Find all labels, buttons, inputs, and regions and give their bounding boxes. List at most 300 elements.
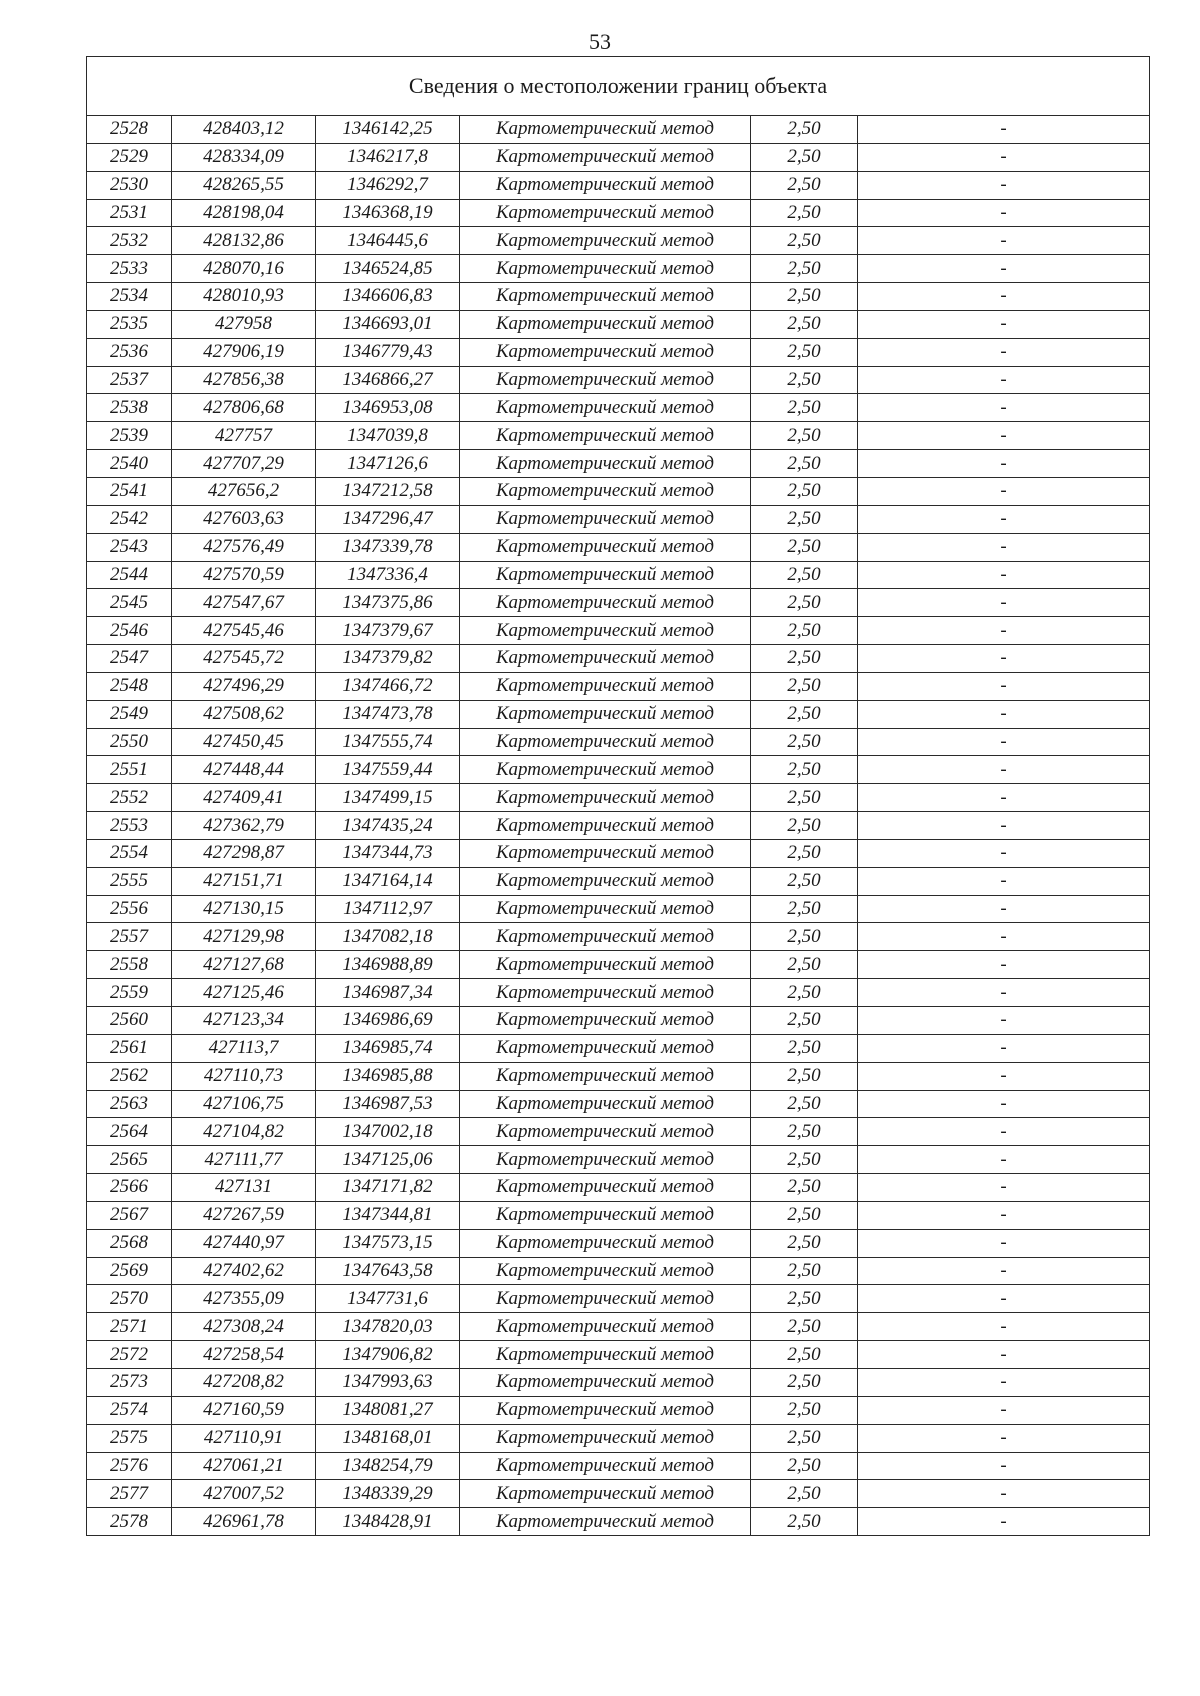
point-number-cell: 2536 (87, 338, 172, 366)
accuracy-cell: 2,50 (751, 1508, 858, 1536)
description-cell: - (858, 116, 1150, 144)
point-number-cell: 2556 (87, 895, 172, 923)
description-cell: - (858, 505, 1150, 533)
point-number-cell: 2544 (87, 561, 172, 589)
table-title: Сведения о местоположении границ объекта (87, 57, 1150, 116)
page-number: 53 (589, 29, 611, 54)
point-number-cell: 2557 (87, 923, 172, 951)
table-row (87, 1229, 1150, 1257)
y-coordinate-cell: 1347344,73 (316, 839, 460, 867)
y-coordinate-cell: 1346693,01 (316, 310, 460, 338)
point-number-cell: 2529 (87, 143, 172, 171)
method-cell: Картометрический метод (460, 505, 751, 533)
method-cell: Картометрический метод (460, 645, 751, 673)
x-coordinate-cell: 428132,86 (172, 227, 316, 255)
accuracy-cell: 2,50 (751, 477, 858, 505)
description-cell: - (858, 1118, 1150, 1146)
method-cell: Картометрический метод (460, 1118, 751, 1146)
point-number-cell: 2533 (87, 255, 172, 283)
x-coordinate-cell: 427110,73 (172, 1062, 316, 1090)
accuracy-cell: 2,50 (751, 1396, 858, 1424)
point-number-cell: 2558 (87, 951, 172, 979)
point-number-cell: 2534 (87, 283, 172, 311)
method-cell: Картометрический метод (460, 1452, 751, 1480)
table-row (87, 394, 1150, 422)
table-row (87, 1174, 1150, 1202)
method-cell: Картометрический метод (460, 1313, 751, 1341)
description-cell: - (858, 533, 1150, 561)
table-row (87, 505, 1150, 533)
accuracy-cell: 2,50 (751, 394, 858, 422)
description-cell: - (858, 645, 1150, 673)
x-coordinate-cell: 427298,87 (172, 839, 316, 867)
description-cell: - (858, 923, 1150, 951)
y-coordinate-cell: 1346779,43 (316, 338, 460, 366)
x-coordinate-cell: 427707,29 (172, 450, 316, 478)
description-cell: - (858, 1201, 1150, 1229)
method-cell: Картометрический метод (460, 143, 751, 171)
method-cell: Картометрический метод (460, 756, 751, 784)
method-cell: Картометрический метод (460, 366, 751, 394)
table-row (87, 1480, 1150, 1508)
x-coordinate-cell: 427440,97 (172, 1229, 316, 1257)
point-number-cell: 2542 (87, 505, 172, 533)
method-cell: Картометрический метод (460, 561, 751, 589)
x-coordinate-cell: 427061,21 (172, 1452, 316, 1480)
method-cell: Картометрический метод (460, 589, 751, 617)
x-coordinate-cell: 427129,98 (172, 923, 316, 951)
y-coordinate-cell: 1346217,8 (316, 143, 460, 171)
y-coordinate-cell: 1346524,85 (316, 255, 460, 283)
method-cell: Картометрический метод (460, 255, 751, 283)
description-cell: - (858, 1007, 1150, 1035)
x-coordinate-cell: 427450,45 (172, 728, 316, 756)
accuracy-cell: 2,50 (751, 1201, 858, 1229)
table-row (87, 756, 1150, 784)
x-coordinate-cell: 427106,75 (172, 1090, 316, 1118)
table-row (87, 728, 1150, 756)
table-row (87, 1368, 1150, 1396)
description-cell: - (858, 1452, 1150, 1480)
table-row (87, 895, 1150, 923)
description-cell: - (858, 812, 1150, 840)
accuracy-cell: 2,50 (751, 1313, 858, 1341)
table-row (87, 561, 1150, 589)
y-coordinate-cell: 1346866,27 (316, 366, 460, 394)
x-coordinate-cell: 428198,04 (172, 199, 316, 227)
point-number-cell: 2545 (87, 589, 172, 617)
description-cell: - (858, 199, 1150, 227)
y-coordinate-cell: 1347499,15 (316, 784, 460, 812)
method-cell: Картометрический метод (460, 338, 751, 366)
x-coordinate-cell: 427496,29 (172, 672, 316, 700)
accuracy-cell: 2,50 (751, 839, 858, 867)
method-cell: Картометрический метод (460, 283, 751, 311)
x-coordinate-cell: 427127,68 (172, 951, 316, 979)
description-cell: - (858, 756, 1150, 784)
x-coordinate-cell: 427547,67 (172, 589, 316, 617)
x-coordinate-cell: 427409,41 (172, 784, 316, 812)
accuracy-cell: 2,50 (751, 366, 858, 394)
table-row (87, 171, 1150, 199)
y-coordinate-cell: 1346142,25 (316, 116, 460, 144)
description-cell: - (858, 895, 1150, 923)
x-coordinate-cell: 427362,79 (172, 812, 316, 840)
x-coordinate-cell: 427656,2 (172, 477, 316, 505)
point-number-cell: 2571 (87, 1313, 172, 1341)
table-row (87, 951, 1150, 979)
x-coordinate-cell: 427355,09 (172, 1285, 316, 1313)
x-coordinate-cell: 427508,62 (172, 700, 316, 728)
y-coordinate-cell: 1347559,44 (316, 756, 460, 784)
x-coordinate-cell: 427130,15 (172, 895, 316, 923)
accuracy-cell: 2,50 (751, 1424, 858, 1452)
table-row (87, 477, 1150, 505)
accuracy-cell: 2,50 (751, 1257, 858, 1285)
method-cell: Картометрический метод (460, 784, 751, 812)
x-coordinate-cell: 428010,93 (172, 283, 316, 311)
method-cell: Картометрический метод (460, 867, 751, 895)
table-row (87, 1508, 1150, 1536)
description-cell: - (858, 1424, 1150, 1452)
accuracy-cell: 2,50 (751, 1146, 858, 1174)
description-cell: - (858, 366, 1150, 394)
description-cell: - (858, 394, 1150, 422)
y-coordinate-cell: 1346988,89 (316, 951, 460, 979)
y-coordinate-cell: 1347993,63 (316, 1368, 460, 1396)
accuracy-cell: 2,50 (751, 895, 858, 923)
y-coordinate-cell: 1348339,29 (316, 1480, 460, 1508)
point-number-cell: 2570 (87, 1285, 172, 1313)
description-cell: - (858, 1368, 1150, 1396)
point-number-cell: 2528 (87, 116, 172, 144)
point-number-cell: 2538 (87, 394, 172, 422)
point-number-cell: 2568 (87, 1229, 172, 1257)
x-coordinate-cell: 427545,46 (172, 617, 316, 645)
table-row (87, 589, 1150, 617)
method-cell: Картометрический метод (460, 1146, 751, 1174)
point-number-cell: 2564 (87, 1118, 172, 1146)
y-coordinate-cell: 1348168,01 (316, 1424, 460, 1452)
point-number-cell: 2553 (87, 812, 172, 840)
description-cell: - (858, 1285, 1150, 1313)
x-coordinate-cell: 427113,7 (172, 1034, 316, 1062)
x-coordinate-cell: 428403,12 (172, 116, 316, 144)
description-cell: - (858, 1341, 1150, 1369)
table-row (87, 923, 1150, 951)
description-cell: - (858, 1090, 1150, 1118)
method-cell: Картометрический метод (460, 477, 751, 505)
point-number-cell: 2573 (87, 1368, 172, 1396)
table-row (87, 1285, 1150, 1313)
y-coordinate-cell: 1347125,06 (316, 1146, 460, 1174)
method-cell: Картометрический метод (460, 951, 751, 979)
boundary-table (86, 56, 1150, 1536)
point-number-cell: 2540 (87, 450, 172, 478)
description-cell: - (858, 672, 1150, 700)
y-coordinate-cell: 1347164,14 (316, 867, 460, 895)
point-number-cell: 2566 (87, 1174, 172, 1202)
x-coordinate-cell: 427603,63 (172, 505, 316, 533)
method-cell: Картометрический метод (460, 1480, 751, 1508)
description-cell: - (858, 338, 1150, 366)
point-number-cell: 2578 (87, 1508, 172, 1536)
point-number-cell: 2565 (87, 1146, 172, 1174)
accuracy-cell: 2,50 (751, 338, 858, 366)
method-cell: Картометрический метод (460, 1229, 751, 1257)
accuracy-cell: 2,50 (751, 756, 858, 784)
table-row (87, 143, 1150, 171)
method-cell: Картометрический метод (460, 923, 751, 951)
point-number-cell: 2572 (87, 1341, 172, 1369)
y-coordinate-cell: 1347171,82 (316, 1174, 460, 1202)
point-number-cell: 2531 (87, 199, 172, 227)
method-cell: Картометрический метод (460, 1090, 751, 1118)
accuracy-cell: 2,50 (751, 951, 858, 979)
accuracy-cell: 2,50 (751, 505, 858, 533)
description-cell: - (858, 422, 1150, 450)
table-row (87, 338, 1150, 366)
method-cell: Картометрический метод (460, 1368, 751, 1396)
accuracy-cell: 2,50 (751, 867, 858, 895)
x-coordinate-cell: 427402,62 (172, 1257, 316, 1285)
table-row (87, 867, 1150, 895)
accuracy-cell: 2,50 (751, 617, 858, 645)
x-coordinate-cell: 427757 (172, 422, 316, 450)
method-cell: Картометрический метод (460, 422, 751, 450)
y-coordinate-cell: 1346953,08 (316, 394, 460, 422)
table-row (87, 255, 1150, 283)
x-coordinate-cell: 427906,19 (172, 338, 316, 366)
table-row (87, 839, 1150, 867)
table-row (87, 1007, 1150, 1035)
table-row (87, 617, 1150, 645)
accuracy-cell: 2,50 (751, 1452, 858, 1480)
table-row (87, 1313, 1150, 1341)
point-number-cell: 2535 (87, 310, 172, 338)
accuracy-cell: 2,50 (751, 283, 858, 311)
table-row (87, 1452, 1150, 1480)
method-cell: Картометрический метод (460, 1508, 751, 1536)
table-row (87, 283, 1150, 311)
y-coordinate-cell: 1347082,18 (316, 923, 460, 951)
table-row (87, 812, 1150, 840)
y-coordinate-cell: 1347339,78 (316, 533, 460, 561)
y-coordinate-cell: 1346986,69 (316, 1007, 460, 1035)
method-cell: Картометрический метод (460, 394, 751, 422)
y-coordinate-cell: 1346987,34 (316, 979, 460, 1007)
method-cell: Картометрический метод (460, 672, 751, 700)
method-cell: Картометрический метод (460, 1396, 751, 1424)
table-row (87, 979, 1150, 1007)
y-coordinate-cell: 1346368,19 (316, 199, 460, 227)
method-cell: Картометрический метод (460, 1007, 751, 1035)
accuracy-cell: 2,50 (751, 143, 858, 171)
accuracy-cell: 2,50 (751, 1062, 858, 1090)
accuracy-cell: 2,50 (751, 672, 858, 700)
accuracy-cell: 2,50 (751, 1341, 858, 1369)
method-cell: Картометрический метод (460, 700, 751, 728)
y-coordinate-cell: 1347643,58 (316, 1257, 460, 1285)
accuracy-cell: 2,50 (751, 310, 858, 338)
point-number-cell: 2552 (87, 784, 172, 812)
method-cell: Картометрический метод (460, 979, 751, 1007)
accuracy-cell: 2,50 (751, 1118, 858, 1146)
x-coordinate-cell: 427448,44 (172, 756, 316, 784)
y-coordinate-cell: 1347555,74 (316, 728, 460, 756)
y-coordinate-cell: 1347296,47 (316, 505, 460, 533)
table-row (87, 1396, 1150, 1424)
y-coordinate-cell: 1347112,97 (316, 895, 460, 923)
x-coordinate-cell: 427104,82 (172, 1118, 316, 1146)
accuracy-cell: 2,50 (751, 812, 858, 840)
point-number-cell: 2567 (87, 1201, 172, 1229)
y-coordinate-cell: 1347820,03 (316, 1313, 460, 1341)
accuracy-cell: 2,50 (751, 784, 858, 812)
table-row (87, 784, 1150, 812)
point-number-cell: 2541 (87, 477, 172, 505)
method-cell: Картометрический метод (460, 227, 751, 255)
method-cell: Картометрический метод (460, 450, 751, 478)
x-coordinate-cell: 426961,78 (172, 1508, 316, 1536)
point-number-cell: 2559 (87, 979, 172, 1007)
y-coordinate-cell: 1347731,6 (316, 1285, 460, 1313)
accuracy-cell: 2,50 (751, 561, 858, 589)
y-coordinate-cell: 1347344,81 (316, 1201, 460, 1229)
description-cell: - (858, 1480, 1150, 1508)
x-coordinate-cell: 427151,71 (172, 867, 316, 895)
description-cell: - (858, 1174, 1150, 1202)
method-cell: Картометрический метод (460, 1201, 751, 1229)
y-coordinate-cell: 1348081,27 (316, 1396, 460, 1424)
description-cell: - (858, 1229, 1150, 1257)
table-row (87, 450, 1150, 478)
point-number-cell: 2554 (87, 839, 172, 867)
x-coordinate-cell: 427208,82 (172, 1368, 316, 1396)
x-coordinate-cell: 428334,09 (172, 143, 316, 171)
accuracy-cell: 2,50 (751, 979, 858, 1007)
method-cell: Картометрический метод (460, 1285, 751, 1313)
description-cell: - (858, 255, 1150, 283)
point-number-cell: 2546 (87, 617, 172, 645)
x-coordinate-cell: 427545,72 (172, 645, 316, 673)
point-number-cell: 2539 (87, 422, 172, 450)
description-cell: - (858, 1034, 1150, 1062)
description-cell: - (858, 589, 1150, 617)
y-coordinate-cell: 1347435,24 (316, 812, 460, 840)
point-number-cell: 2549 (87, 700, 172, 728)
method-cell: Картометрический метод (460, 310, 751, 338)
y-coordinate-cell: 1347126,6 (316, 450, 460, 478)
accuracy-cell: 2,50 (751, 1480, 858, 1508)
x-coordinate-cell: 427007,52 (172, 1480, 316, 1508)
table-row (87, 1424, 1150, 1452)
method-cell: Картометрический метод (460, 533, 751, 561)
accuracy-cell: 2,50 (751, 923, 858, 951)
description-cell: - (858, 1396, 1150, 1424)
method-cell: Картометрический метод (460, 1424, 751, 1452)
table-row (87, 1118, 1150, 1146)
method-cell: Картометрический метод (460, 1341, 751, 1369)
accuracy-cell: 2,50 (751, 1229, 858, 1257)
x-coordinate-cell: 428070,16 (172, 255, 316, 283)
table-row (87, 1341, 1150, 1369)
x-coordinate-cell: 427111,77 (172, 1146, 316, 1174)
description-cell: - (858, 1313, 1150, 1341)
description-cell: - (858, 143, 1150, 171)
accuracy-cell: 2,50 (751, 1368, 858, 1396)
table-row (87, 1062, 1150, 1090)
x-coordinate-cell: 427570,59 (172, 561, 316, 589)
description-cell: - (858, 561, 1150, 589)
table-row (87, 1146, 1150, 1174)
y-coordinate-cell: 1347906,82 (316, 1341, 460, 1369)
x-coordinate-cell: 427267,59 (172, 1201, 316, 1229)
description-cell: - (858, 784, 1150, 812)
point-number-cell: 2555 (87, 867, 172, 895)
point-number-cell: 2569 (87, 1257, 172, 1285)
table-title-row (87, 57, 1150, 116)
accuracy-cell: 2,50 (751, 533, 858, 561)
description-cell: - (858, 617, 1150, 645)
table-row (87, 1257, 1150, 1285)
x-coordinate-cell: 427131 (172, 1174, 316, 1202)
y-coordinate-cell: 1347379,82 (316, 645, 460, 673)
point-number-cell: 2561 (87, 1034, 172, 1062)
accuracy-cell: 2,50 (751, 645, 858, 673)
point-number-cell: 2547 (87, 645, 172, 673)
y-coordinate-cell: 1347466,72 (316, 672, 460, 700)
description-cell: - (858, 477, 1150, 505)
y-coordinate-cell: 1346292,7 (316, 171, 460, 199)
y-coordinate-cell: 1347002,18 (316, 1118, 460, 1146)
y-coordinate-cell: 1346985,74 (316, 1034, 460, 1062)
point-number-cell: 2537 (87, 366, 172, 394)
table-row (87, 1090, 1150, 1118)
description-cell: - (858, 700, 1150, 728)
point-number-cell: 2562 (87, 1062, 172, 1090)
table-row (87, 700, 1150, 728)
accuracy-cell: 2,50 (751, 700, 858, 728)
accuracy-cell: 2,50 (751, 422, 858, 450)
y-coordinate-cell: 1346606,83 (316, 283, 460, 311)
table-row (87, 645, 1150, 673)
method-cell: Картометрический метод (460, 1034, 751, 1062)
x-coordinate-cell: 427576,49 (172, 533, 316, 561)
point-number-cell: 2574 (87, 1396, 172, 1424)
y-coordinate-cell: 1347379,67 (316, 617, 460, 645)
table-body (87, 116, 1150, 1536)
description-cell: - (858, 728, 1150, 756)
x-coordinate-cell: 427123,34 (172, 1007, 316, 1035)
y-coordinate-cell: 1346987,53 (316, 1090, 460, 1118)
method-cell: Картометрический метод (460, 728, 751, 756)
description-cell: - (858, 867, 1150, 895)
accuracy-cell: 2,50 (751, 116, 858, 144)
method-cell: Картометрический метод (460, 839, 751, 867)
point-number-cell: 2548 (87, 672, 172, 700)
y-coordinate-cell: 1346985,88 (316, 1062, 460, 1090)
x-coordinate-cell: 427308,24 (172, 1313, 316, 1341)
point-number-cell: 2577 (87, 1480, 172, 1508)
y-coordinate-cell: 1347473,78 (316, 700, 460, 728)
accuracy-cell: 2,50 (751, 1034, 858, 1062)
description-cell: - (858, 1257, 1150, 1285)
y-coordinate-cell: 1347039,8 (316, 422, 460, 450)
y-coordinate-cell: 1347375,86 (316, 589, 460, 617)
point-number-cell: 2532 (87, 227, 172, 255)
table-row (87, 672, 1150, 700)
